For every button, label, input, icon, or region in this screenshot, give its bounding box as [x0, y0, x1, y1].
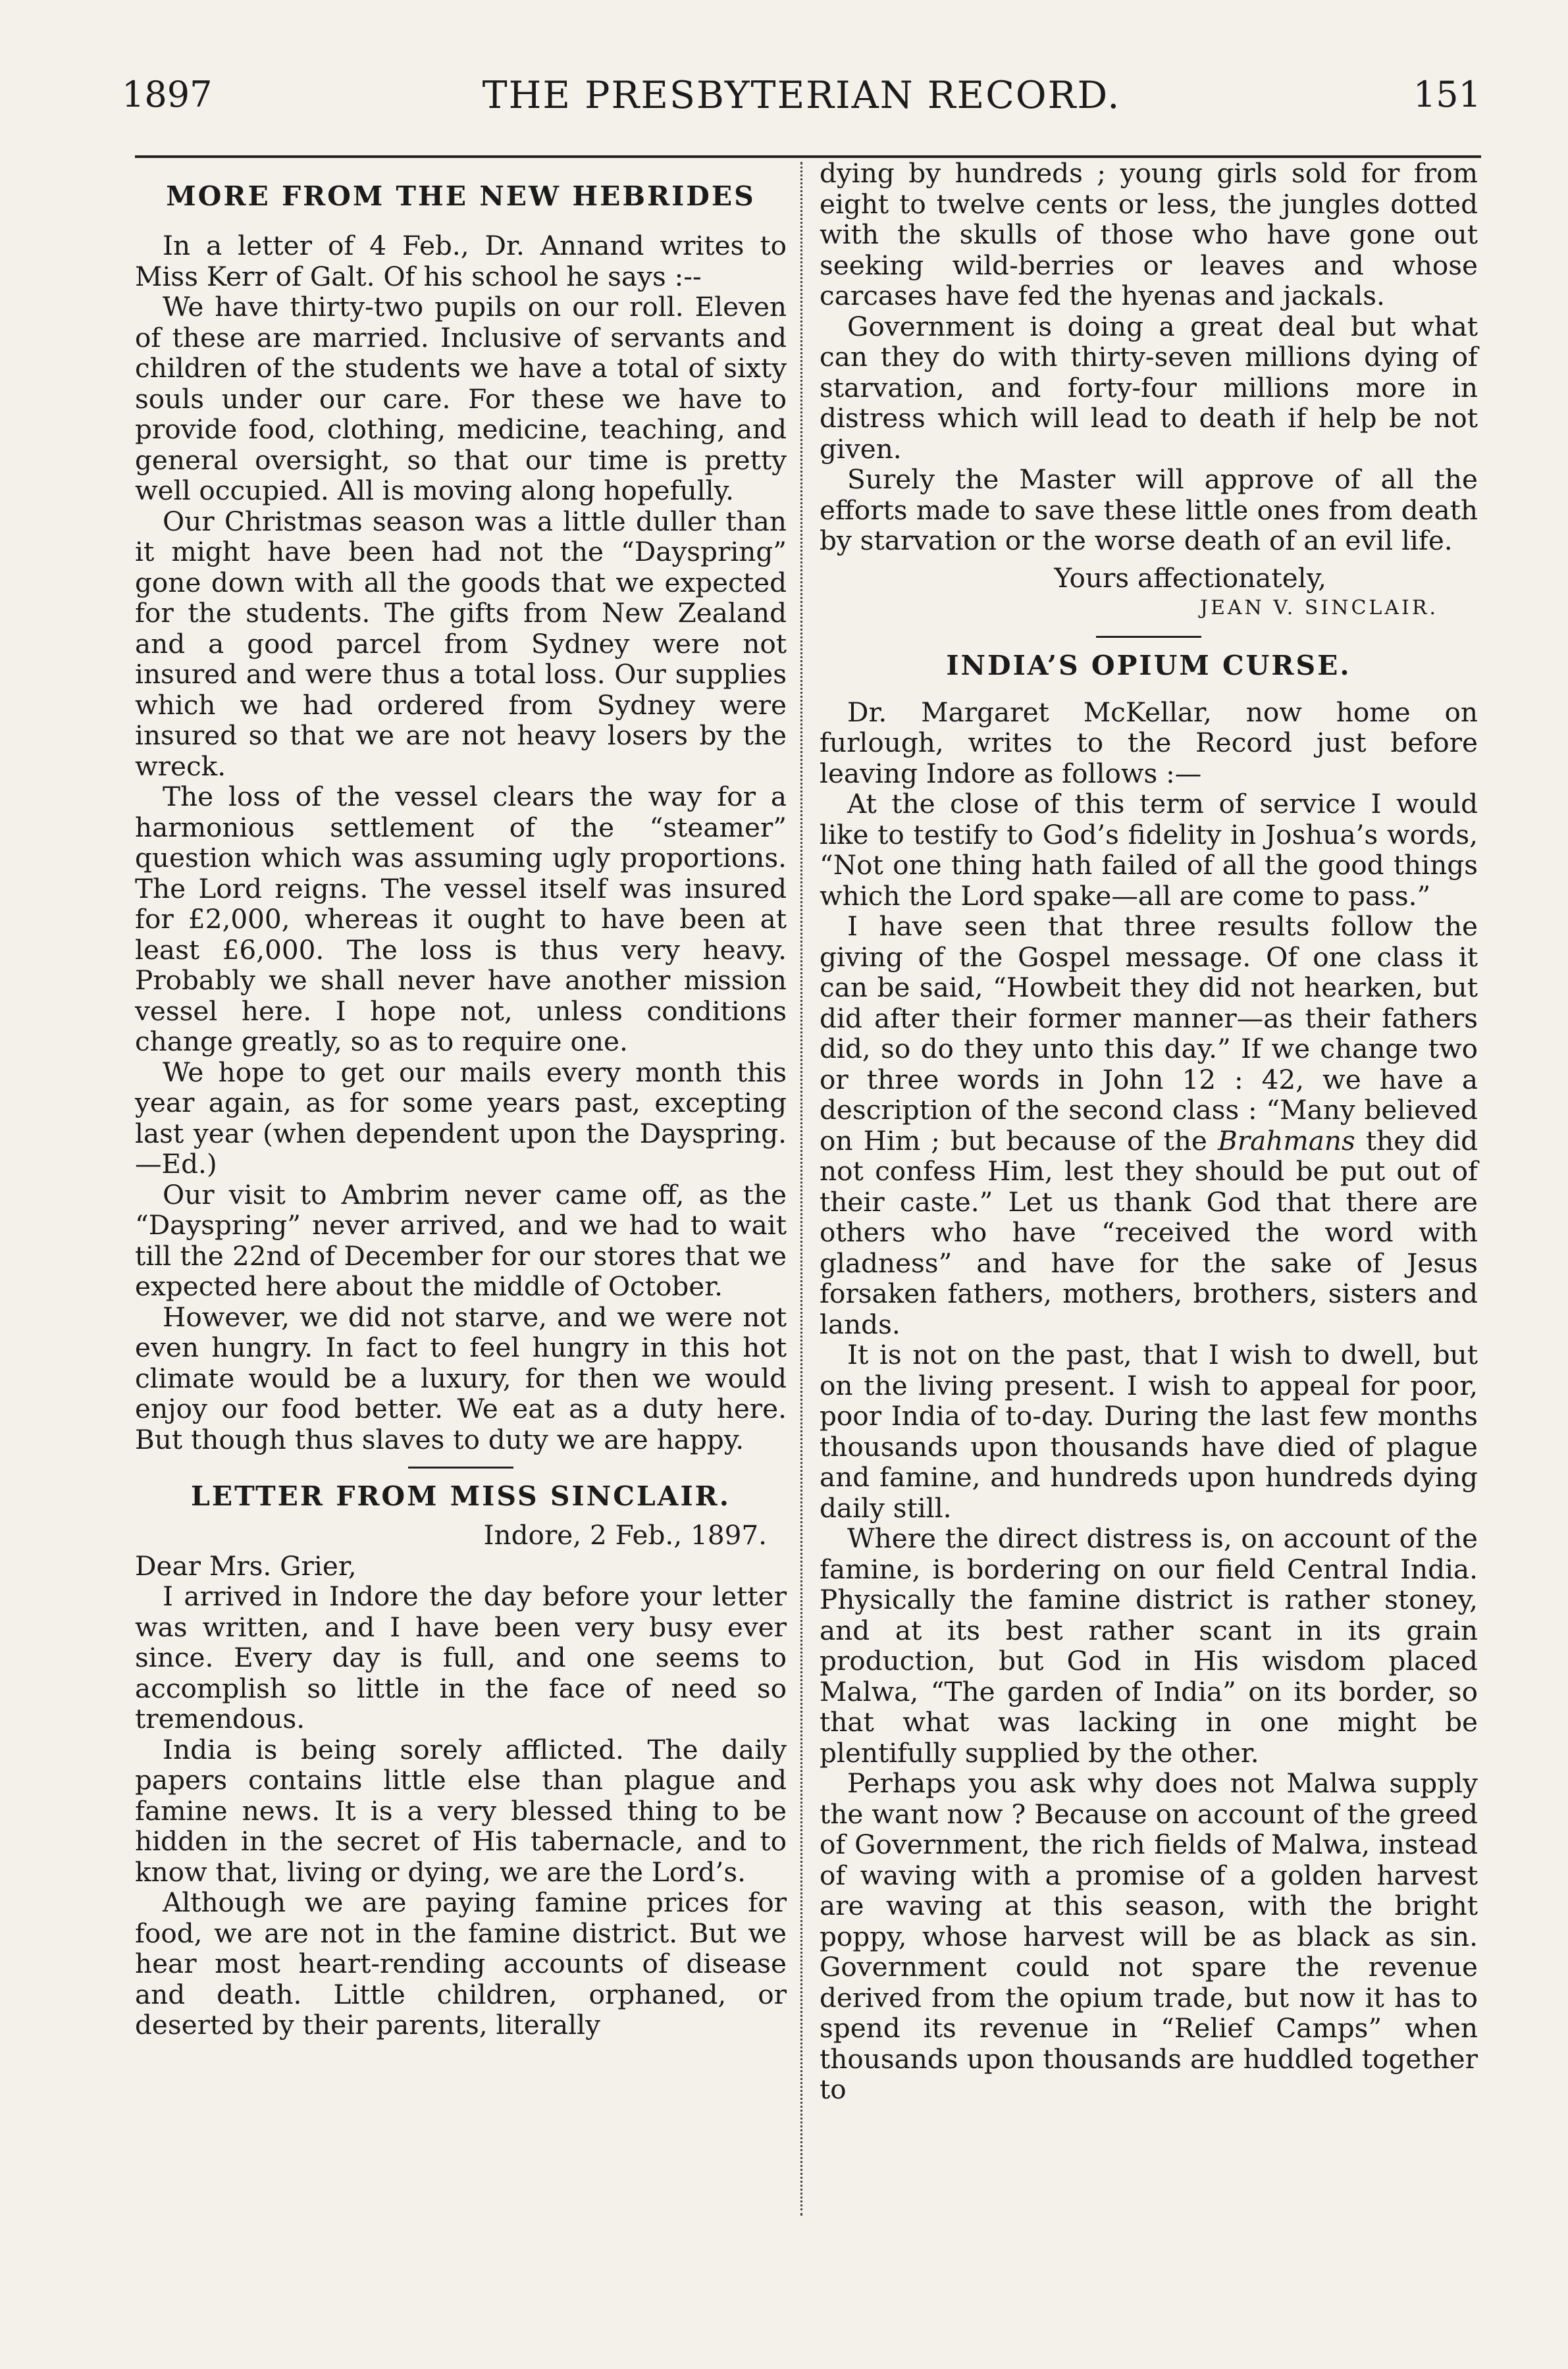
column-divider — [800, 162, 802, 2216]
paragraph: We hope to get our mails every month this year again, as for some years past, excepting last year (when dependent upon the Dayspring.—Ed.) — [135, 1056, 787, 1180]
paragraph: At the close of this term of service I would like to testify to God’s fidelity in Joshua’s words, “Not one thing hath failed of all the good things which the Lord spake—all are come to pass.” — [820, 788, 1478, 912]
paragraph: Surely the Master will approve of all the efforts made to save these little ones from death by starvation or the worse death of an evil life. — [820, 463, 1478, 556]
paragraph: Where the direct distress is, on account of the famine, is bordering on our field Central India. Physically the famine district is rather stoney, and at its best rather scant in its grain production, but God in His wisdom placed Malwa, “The garden of India” on its border, so that what was lacking in one might be plentifully supplied by the other. — [820, 1523, 1478, 1769]
paragraph: Our Christmas season was a little duller than it might have been had not the “Dayspring” gone down with all the goods that we expected for the students. The gifts from New Zealand and a good parcel from Sydney were not insured and were thus a total loss. Our supplies which we had ordered from Sydney were insured so that we are not heavy losers by the wreck. — [135, 505, 787, 782]
paragraph: dying by hundreds ; young girls sold for from eight to twelve cents or less, the jungles dotted with the skulls of those who have gone out seeking wild-berries or leaves and whose carcases have fed the hyenas and jackals. — [820, 157, 1478, 311]
paragraph: The loss of the vessel clears the way for a harmonious settlement of the “steamer” question which was assuming ugly proportions. The Lord reigns. The vessel itself was insured for £2,000, whereas it ought to have been at least £6,000. The loss is thus very heavy. Probably we shall never have another mission vessel here. I hope not, unless conditions change greatly, so as to require one. — [135, 781, 787, 1057]
paragraph: In a letter of 4 Feb., Dr. Annand writes to Miss Kerr of Galt. Of his school he says :-- — [135, 230, 787, 292]
header-title: THE PRESBYTERIAN RECORD. — [482, 74, 1121, 117]
italic-word: Brahmans — [1218, 1124, 1355, 1157]
left-column — [135, 158, 787, 2041]
section-divider — [1096, 636, 1201, 638]
paragraph: We have thirty-two pupils on our roll. Eleven of these are married. Inclusive of servants and children of the students we have a total of sixty souls under our care. For these we have to provide food, clothing, medicine, teaching, and general oversight, so that our time is pretty well occupied. All is moving along hopefully. — [135, 291, 787, 506]
paragraph: Government is doing a great deal but what can they do with thirty-seven millions dying of starvation, and forty-four millions more in distress which will lead to death if help be not given. — [820, 310, 1478, 465]
text-span: I have seen that three results follow the giving of the Gospel message. Of one class it can be said, “Howbeit they did not hearken, but did after their former manner—as their fathers did, so do they unto this day.” If we change two or three words in John 12 : 42, we have a description of the second class : “Many believed on Him ; but because of the — [820, 910, 1478, 1157]
right-column — [820, 158, 1478, 2105]
paragraph: It is not on the past, that I wish to dwell, but on the living present. I wish to appeal for poor, poor India of to-day. During the last few months thousands upon thousands have died of plague and famine, and hundreds upon hundreds dying daily still. — [820, 1339, 1478, 1524]
text-span: they did not confess Him, lest they should be put out of their caste.” Let us thank God that there are others who have “received the word with gladness” and have for the sake of Jesus forsaken fathers, mothers, brothers, sisters and lands. — [820, 1124, 1478, 1340]
header-page-number: 151 — [1413, 74, 1481, 115]
letter-signature: JEAN V. SINCLAIR. — [1199, 596, 1438, 619]
letter-dateline: Indore, 2 Feb., 1897. — [483, 1519, 767, 1551]
letter-salutation: Dear Mrs. Grier, — [135, 1549, 357, 1582]
paragraph: I arrived in Indore the day before your letter was written, and I have been very busy ever since. Every day is full, and one seems to accomplish so little in the face of need so tremendous. — [135, 1580, 787, 1734]
paragraph: Our visit to Ambrim never came off, as the “Dayspring” never arrived, and we had to wait till the 22nd of December for our stores that we expected here about the middle of October. — [135, 1178, 787, 1302]
paragraph: However, we did not starve, and we were not even hungry. In fact to feel hungry in this hot climate would be a luxury, for then we would enjoy our food better. We eat as a duty here. But though thus slaves to duty we are happy. — [135, 1301, 787, 1455]
paragraph: Dr. Margaret McKellar, now home on furlough, writes to the Record just before leaving Indore as follows :— — [820, 696, 1478, 789]
page-header — [122, 74, 1481, 126]
paragraph: India is being sorely afflicted. The daily papers contains little else than plague and famine news. It is a very blessed thing to be hidden in the secret of His tabernacle, and to know that, living or dying, we are the Lord’s. — [135, 1733, 787, 1888]
letter-closing: Yours affectionately, — [1054, 561, 1326, 594]
article-heading-miss-sinclair: LETTER FROM MISS SINCLAIR. — [190, 1480, 731, 1512]
paragraph: Although we are paying famine prices for food, we are not in the famine district. But we hear most heart-rending accounts of disease and death. Little children, orphaned, or deserted by their parents, literally — [135, 1887, 787, 2041]
paragraph — [820, 911, 1478, 1340]
article-heading-new-hebrides: MORE FROM THE NEW HEBRIDES — [166, 180, 756, 212]
section-divider — [408, 1467, 513, 1469]
article-heading-opium-curse: INDIA’S OPIUM CURSE. — [946, 649, 1351, 681]
header-year: 1897 — [122, 74, 213, 115]
paragraph: Perhaps you ask why does not Malwa supply the want now ? Because on account of the greed of Government, the rich fields of Malwa, instead of waving with a promise of a golden harvest are waving at this season, with the bright poppy, whose harvest will be as black as sin. Government could not spare the revenue derived from the opium trade, but now it has to spend its revenue in “Relief Camps” when thousands upon thousands are huddled together to — [820, 1767, 1478, 2105]
